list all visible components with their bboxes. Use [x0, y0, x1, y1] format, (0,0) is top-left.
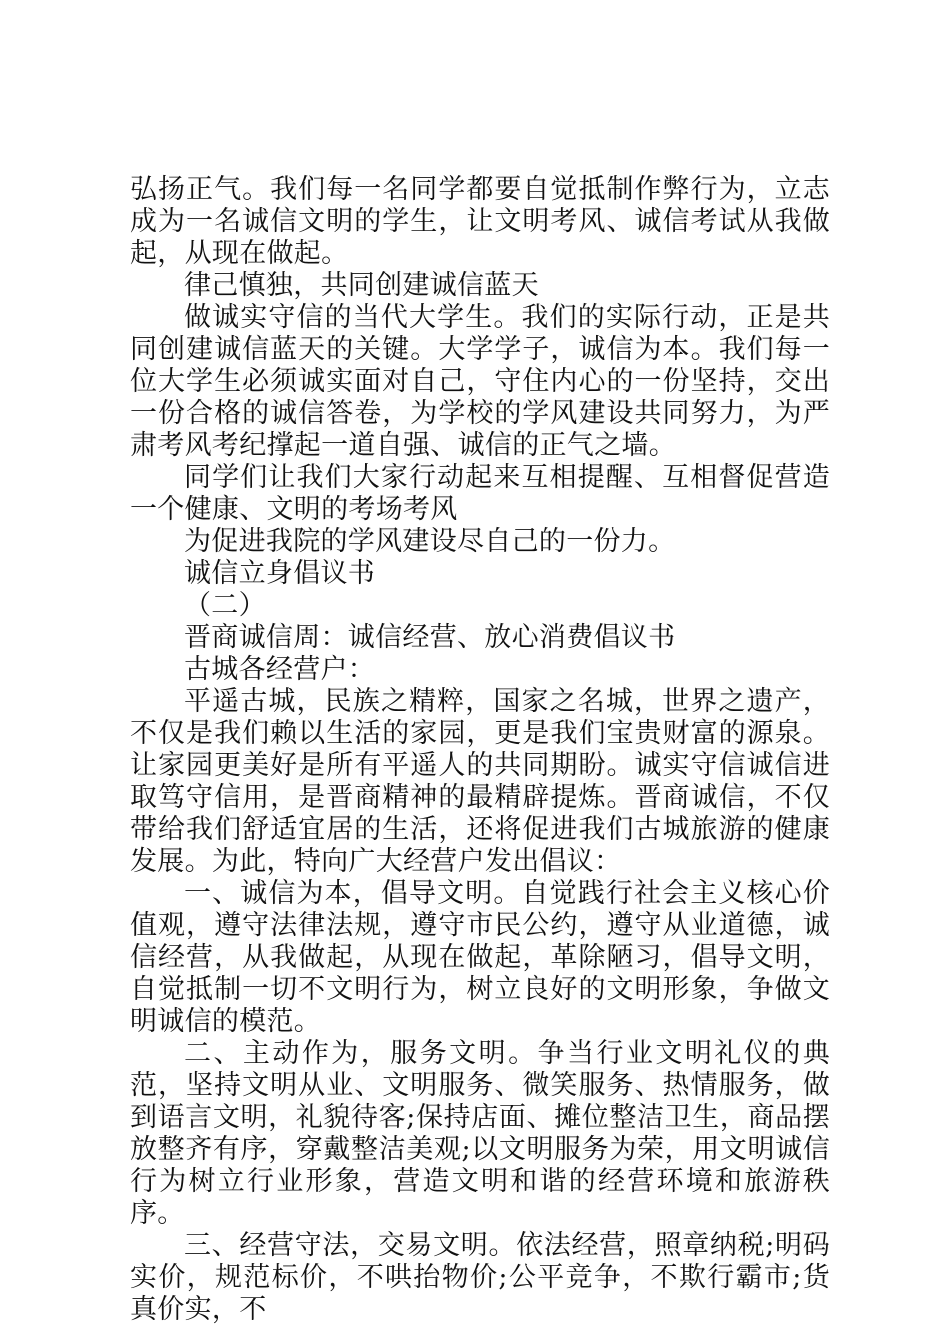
paragraph-2: 律己慎独，共同创建诚信蓝天: [184, 270, 539, 301]
paragraph-9: 古城各经营户：: [184, 654, 376, 685]
paragraph-1: 弘扬正气。我们每一名同学都要自觉抵制作弊行为，立志成为一名诚信文明的学生，让文明考风、诚信考试从我做起，从现在做起。: [130, 174, 830, 269]
paragraph-6: 诚信立身倡议书: [184, 558, 376, 589]
document-body: [130, 174, 830, 1326]
paragraph-12: 二、主动作为，服务文明。争当行业文明礼仪的典范，坚持文明从业、文明服务、微笑服务、热情服务，做到语言文明，礼貌待客;保持店面、摊位整洁卫生，商品摆放整齐有序，穿戴整洁美观;以文明服务为荣，用文明诚信行为树立行业形象，营造文明和谐的经营环境和旅游秩序。: [130, 1038, 830, 1229]
paragraph-4: 同学们让我们大家行动起来互相提醒、互相督促营造一个健康、文明的考场考风: [130, 462, 830, 525]
paragraph-3: 做诚实守信的当代大学生。我们的实际行动，正是共同创建诚信蓝天的关键。大学学子，诚信为本。我们每一位大学生必须诚实面对自己，守住内心的一份坚持，交出一份合格的诚信答卷，为学校的学风建设共同努力，为严肃考风考纪撑起一道自强、诚信的正气之墙。: [130, 302, 830, 461]
paragraph-13: 三、经营守法，交易文明。依法经营，照章纳税;明码实价，规范标价，不哄抬物价;公平竞争，不欺行霸市;货真价实，不: [130, 1230, 830, 1325]
paragraph-11: 一、诚信为本，倡导文明。自觉践行社会主义核心价值观，遵守法律法规，遵守市民公约，遵守从业道德，诚信经营，从我做起，从现在做起，革除陋习，倡导文明，自觉抵制一切不文明行为，树立良好的文明形象，争做文明诚信的模范。: [130, 878, 830, 1037]
paragraph-10: 平遥古城，民族之精粹，国家之名城，世界之遗产，不仅是我们赖以生活的家园，更是我们宝贵财富的源泉。让家园更美好是所有平遥人的共同期盼。诚实守信诚信进取笃守信用，是晋商精神的最精辟提炼。晋商诚信，不仅带给我们舒适宜居的生活，还将促进我们古城旅游的健康发展。为此，特向广大经营户发出倡议：: [130, 686, 830, 877]
paragraph-8: 晋商诚信周：诚信经营、放心消费倡议书: [184, 622, 676, 653]
paragraph-7: （二）: [184, 590, 266, 621]
paragraph-5: 为促进我院的学风建设尽自己的一份力。: [184, 526, 676, 557]
